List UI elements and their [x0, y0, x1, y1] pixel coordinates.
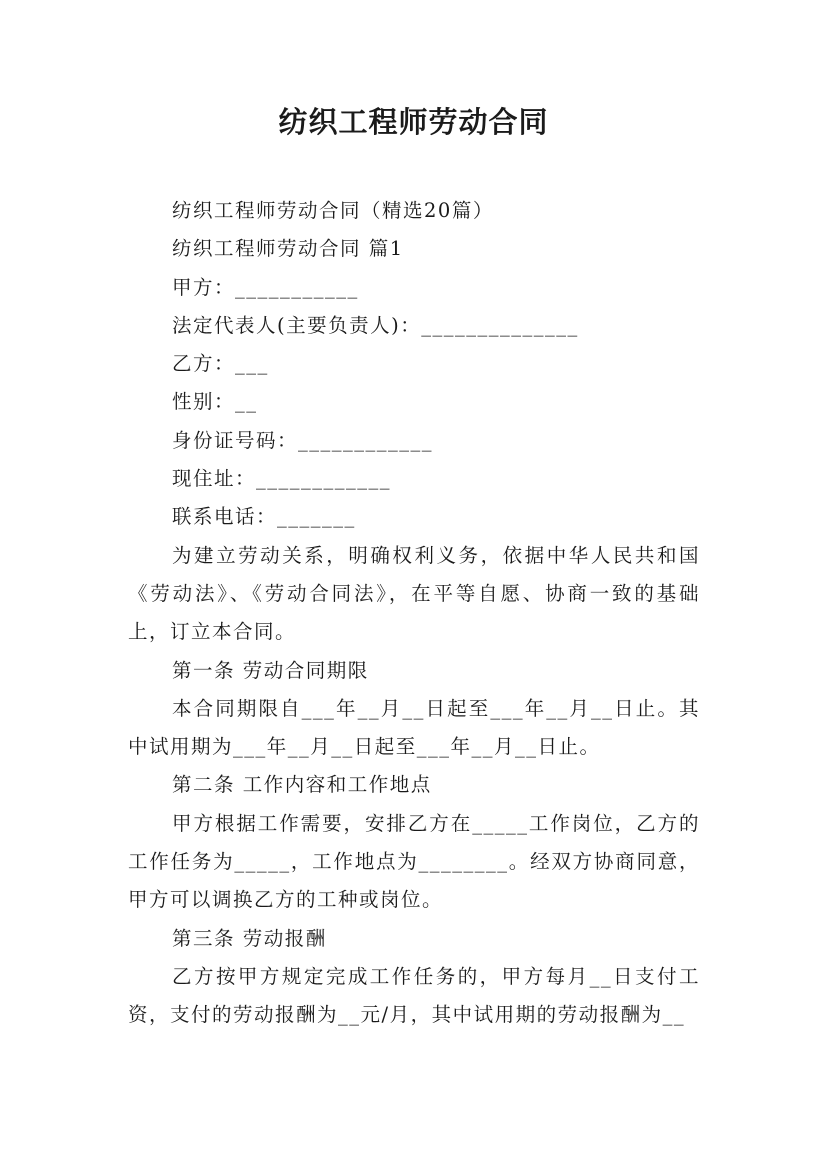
article-1-heading: 第一条 劳动合同期限 — [172, 658, 369, 682]
article-3-body: 乙方按甲方规定完成工作任务的，甲方每月__日支付工资，支付的劳动报酬为__元/月，其中试用期的劳动报酬为__ — [128, 964, 700, 1027]
party-b-field: 乙方：___ — [172, 352, 269, 376]
party-a-field: 甲方：___________ — [172, 275, 359, 299]
article-2-heading: 第二条 工作内容和工作地点 — [172, 773, 432, 797]
id-number-field: 身份证号码：____________ — [172, 428, 434, 452]
gender-field: 性别：__ — [172, 390, 258, 414]
article-2-body: 甲方根据工作需要，安排乙方在_____工作岗位，乙方的工作任务为_____，工作地点为________。经双方协商同意，甲方可以调换乙方的工种或岗位。 — [128, 811, 700, 912]
document-body — [128, 192, 700, 1035]
document-title: 纺织工程师劳动合同 — [278, 105, 549, 139]
address-field: 现住址：____________ — [172, 467, 392, 491]
article-1-body: 本合同期限自___年__月__日起至___年__月__日止。其中试用期为___年__月__日起至___年__月__日止。 — [128, 696, 700, 759]
preamble-paragraph: 为建立劳动关系，明确权利义务，依据中华人民共和国《劳动法》、《劳动合同法》，在平等自愿、协商一致的基础上，订立本合同。 — [128, 543, 700, 644]
section-heading: 纺织工程师劳动合同 篇1 — [172, 237, 404, 261]
phone-field: 联系电话：_______ — [172, 505, 356, 529]
subtitle-line: 纺织工程师劳动合同（精选20篇） — [172, 199, 494, 222]
legal-representative-field: 法定代表人(主要负责人)：______________ — [172, 313, 579, 337]
article-3-heading: 第三条 劳动报酬 — [172, 926, 327, 950]
